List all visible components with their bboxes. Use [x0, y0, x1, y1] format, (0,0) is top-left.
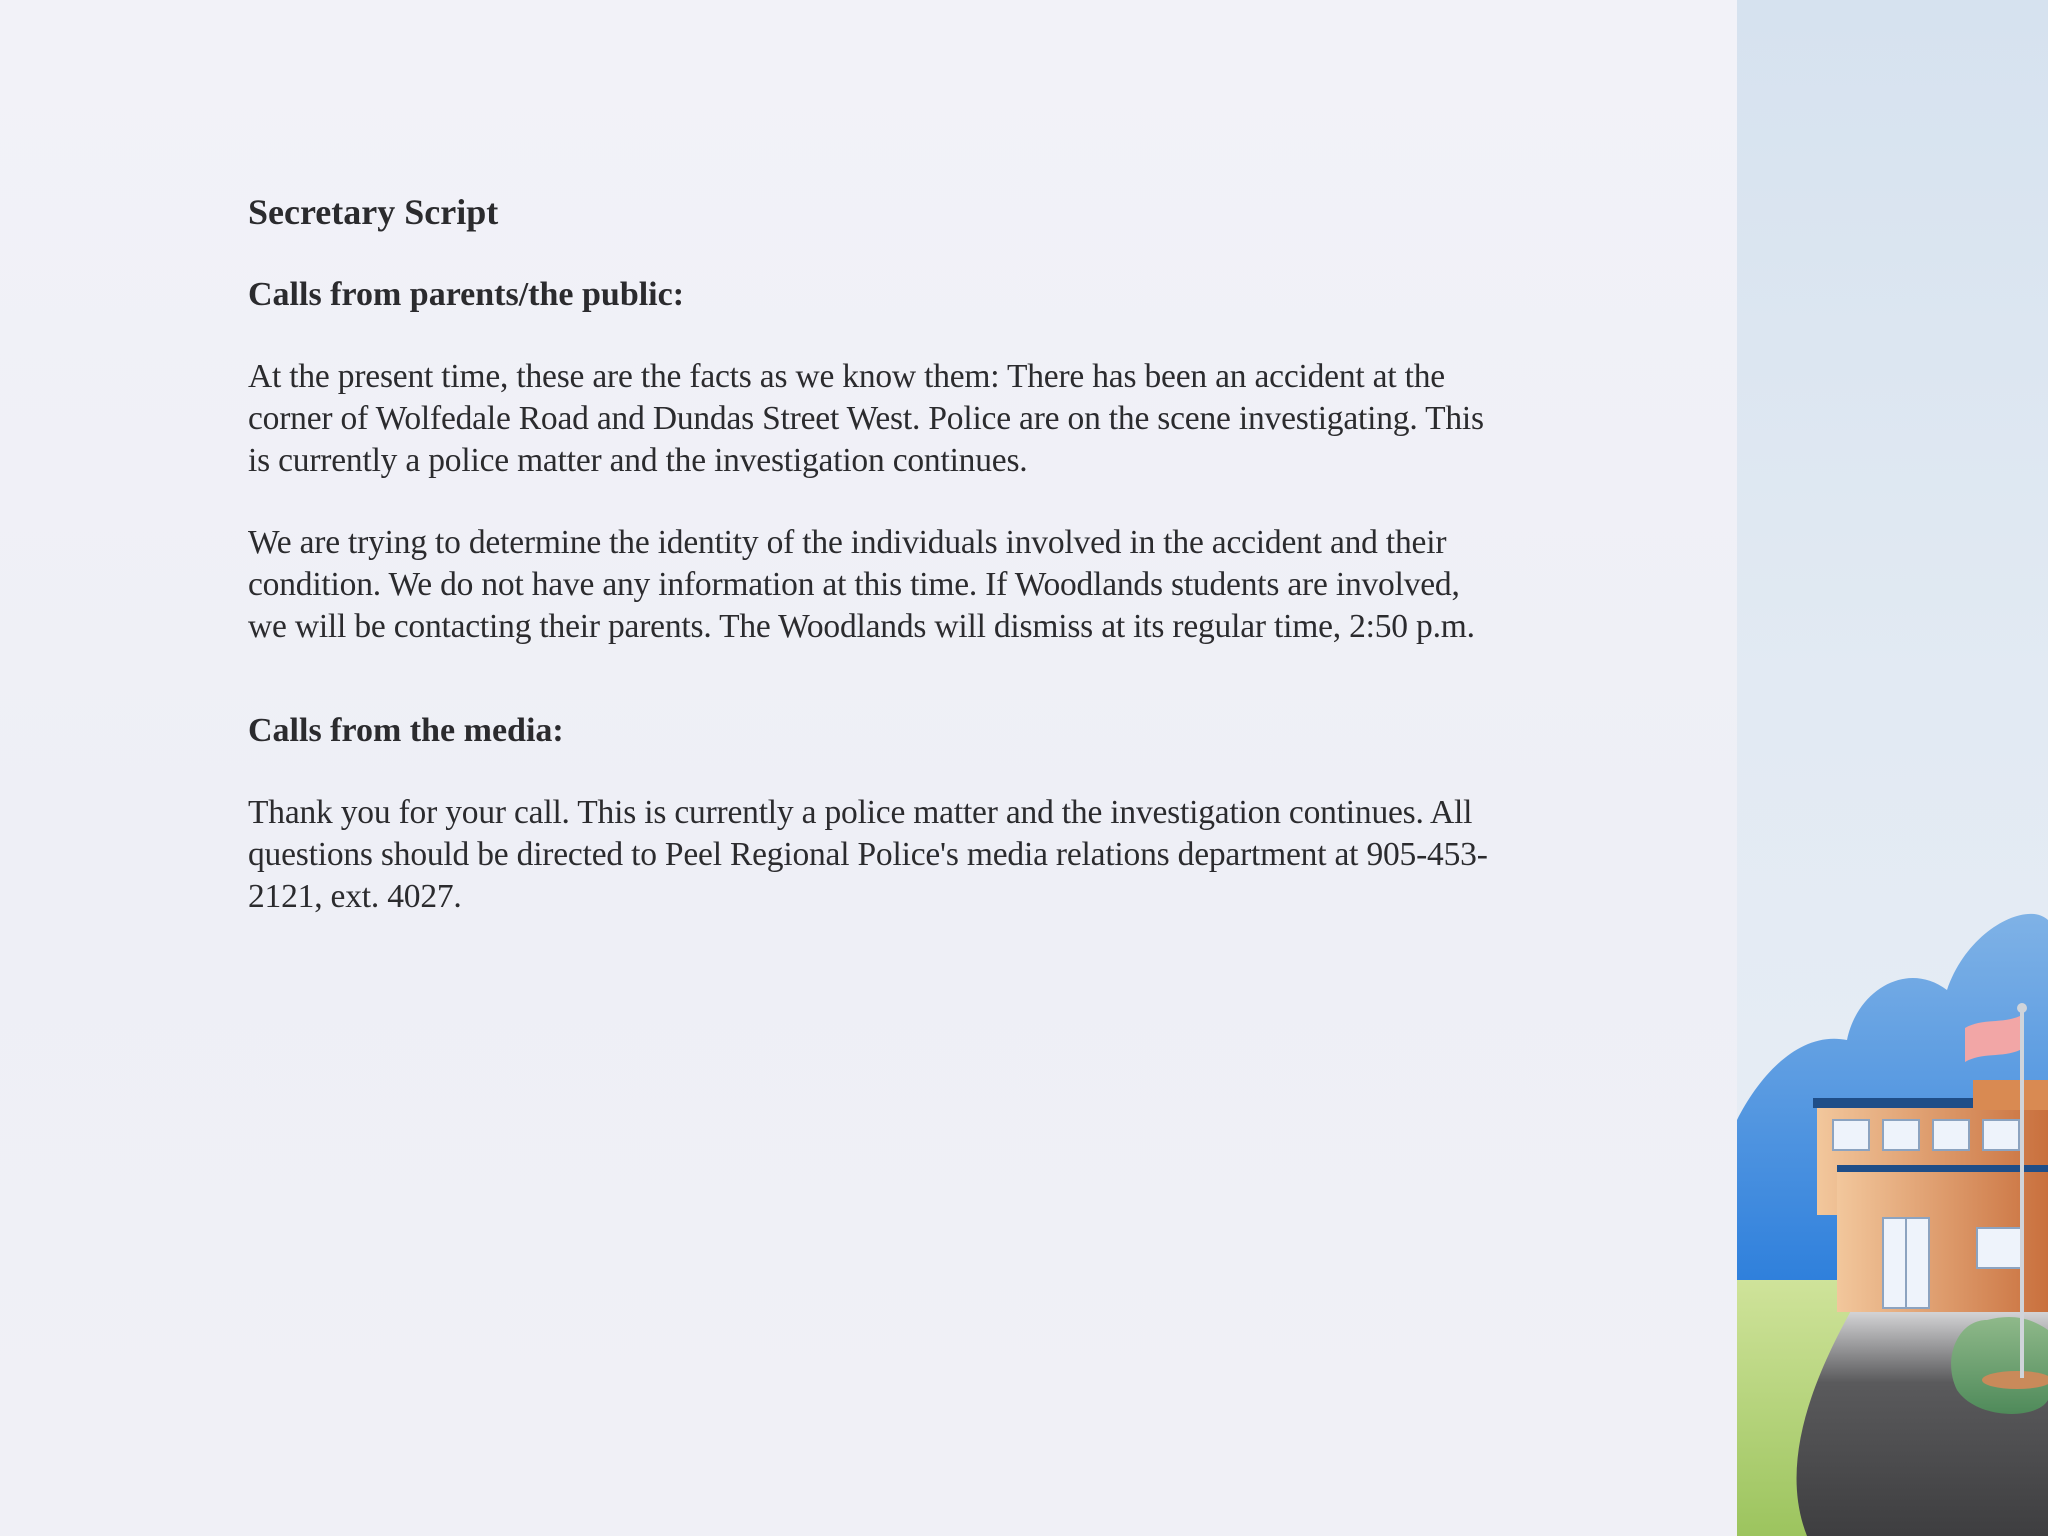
section-heading-media: Calls from the media: [248, 712, 564, 749]
document-title: Secretary Script [248, 192, 499, 232]
public-paragraph-2: We are trying to determine the identity of the individuals involved in the accident and their condition. We do not have any information at this time. If Woodlands students are involved, we will be contacting their parents. The Woodlands will dismiss at its regular time, 2:50 p.m. [248, 524, 1475, 645]
document-body [248, 190, 1488, 958]
media-paragraph-1: Thank you for your call. This is currently a police matter and the investigation continues. All questions should be directed to Peel Regional Police's media relations department at 905-453-2121, ext. 4027. [248, 794, 1488, 915]
section-heading-public: Calls from parents/the public: [248, 276, 685, 313]
school-building-icon [1737, 900, 2048, 1536]
public-paragraph-1: At the present time, these are the facts as we know them: There has been an accident at the corner of Wolfedale Road and Dundas Street West. Police are on the scene investigating. This is currently a police matter and the investigation continues. [248, 358, 1484, 479]
